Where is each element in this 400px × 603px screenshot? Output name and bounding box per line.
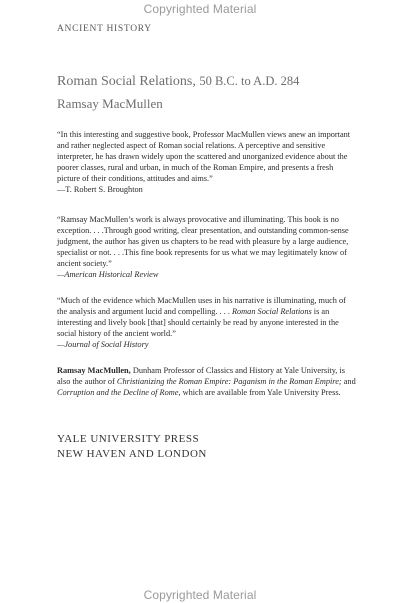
review-source-3 <box>57 340 357 351</box>
author-bio-book2: Corruption and the Decline of Rome, <box>57 387 181 397</box>
review-source-2-italic: —American Historical Review <box>57 269 159 279</box>
author-bio-part1: Dunham Professor of Classics and History at Yale University, is also the author of <box>57 366 345 386</box>
copyright-watermark-bottom: Copyrighted Material <box>143 588 257 602</box>
publisher-imprint <box>57 432 207 461</box>
review-text-3-title: Roman Social Relations <box>231 306 312 316</box>
book-author: Ramsay MacMullen <box>57 96 163 111</box>
copyright-watermark-top: Copyrighted Material <box>143 2 257 16</box>
book-title <box>57 74 377 90</box>
author-bio-part2: and <box>341 376 356 386</box>
publisher-location: NEW HAVEN AND LONDON <box>57 447 207 460</box>
author-bio-text <box>57 366 357 399</box>
author-bio <box>57 366 357 399</box>
review-blurb-3 <box>57 296 357 351</box>
author-bio-part3: which are available from Yale University Press. <box>180 387 341 397</box>
series-label: ANCIENT HISTORY <box>57 24 152 34</box>
publisher-name: YALE UNIVERSITY PRESS <box>57 433 200 445</box>
review-text-3 <box>57 296 357 340</box>
review-text-3-part2: is an interesting and lively book [that] should certainly be read by anyone interested in the social history of the ancient world.” <box>57 306 339 338</box>
review-text-3-part1: “Much of the evidence which MacMullen uses in his narrative is illuminating, much of the analysis and argument lucid and compelling. . . . <box>57 296 346 316</box>
author-bio-book1: Christianizing the Roman Empire: Paganism in the Roman Empire; <box>116 376 342 386</box>
review-source-3-italic: —Journal of Social History <box>57 339 149 349</box>
book-title-text: Roman Social Relations, <box>57 74 196 89</box>
review-source-2 <box>57 270 357 281</box>
review-source-1: —T. Robert S. Broughton <box>57 184 143 194</box>
review-text-2: “Ramsay MacMullen’s work is always provocative and illuminating. This book is no exception. . . .Through good writing, clear presentation, and outstanding common-sense judgment, the author has given us chapters to be read with pleasure by a large audience, specialist or not. . . .This fine book represents for us what we may legitimately know of ancient society.” <box>57 215 349 268</box>
book-dates: 50 B.C. to A.D. 284 <box>199 74 300 88</box>
review-text-1: “In this interesting and suggestive book, Professor MacMullen views anew an important and rather neglected aspect of Roman social relations. A perceptive and sensitive interpreter, he has drawn widely upon the scattered and unorganized evidence about the poorer classes, rural and urban, in much of the Roman Empire, and presents a fresh picture of their conditions, attitudes and aims.” <box>57 130 351 183</box>
author-bio-name: Ramsay MacMullen, <box>57 366 131 375</box>
review-blurb-2 <box>57 215 357 280</box>
review-blurb-1 <box>57 130 357 195</box>
